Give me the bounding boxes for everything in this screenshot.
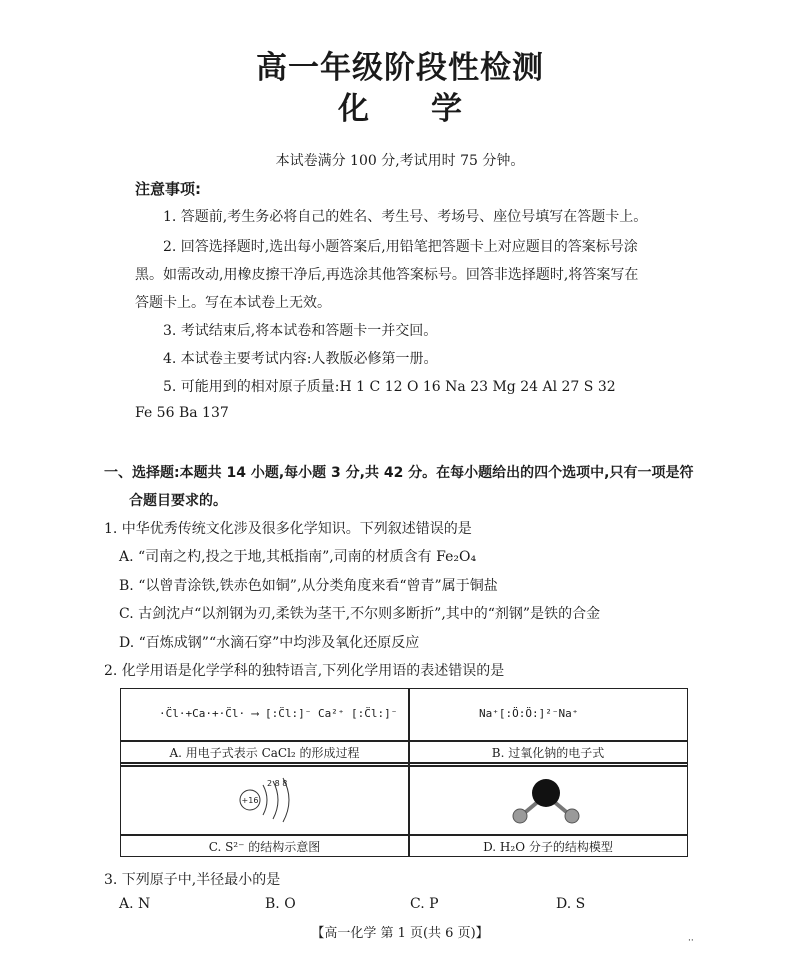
subject-char-right: 学 xyxy=(431,91,462,127)
notice-heading: 注意事项: xyxy=(135,180,201,198)
notice-item: 4. 本试卷主要考试内容:人教版必修第一册。 xyxy=(163,351,438,367)
question-2-options-table xyxy=(120,688,688,857)
section-heading-cont: 合题目要求的。 xyxy=(129,493,227,509)
option-b-caption: B. 过氧化钠的电子式 xyxy=(491,746,605,760)
question-2-stem: 2. 化学用语是化学学科的独特语言,下列化学用语的表述错误的是 xyxy=(104,663,505,679)
notice-item: 5. 可能用到的相对原子质量:H 1 C 12 O 16 Na 23 Mg 24 Al 27 S 32 xyxy=(163,379,616,395)
table-divider xyxy=(408,689,410,856)
question-1-option-b: B. “以曾青涂铁,铁赤色如铜”,从分类角度来看“曾青”属于铜盐 xyxy=(119,578,498,594)
question-1-option-a: A. “司南之杓,投之于地,其柢指南”,司南的材质含有 Fe₂O₄ xyxy=(119,549,477,565)
notice-item: 1. 答题前,考生务必将自己的姓名、考生号、考场号、座位号填写在答题卡上。 xyxy=(163,209,648,225)
question-1-option-d: D. “百炼成钢”“水滴石穿”中均涉及氧化还原反应 xyxy=(119,635,420,651)
subject-char-left: 化 xyxy=(338,91,369,127)
hydrogen-atom xyxy=(513,809,527,823)
water-molecule-model xyxy=(506,771,586,831)
sulfide-ion-structure-diagram xyxy=(231,775,311,825)
corner-mark: ·· xyxy=(688,936,694,946)
notice-item: 答题卡上。写在本试卷上无效。 xyxy=(135,295,331,311)
oxygen-atom xyxy=(532,779,560,807)
nucleus-charge: +16 xyxy=(241,796,259,805)
question-3-stem: 3. 下列原子中,半径最小的是 xyxy=(104,872,281,888)
notice-item: 3. 考试结束后,将本试卷和答题卡一并交回。 xyxy=(163,323,438,339)
question-1-stem: 1. 中华优秀传统文化涉及很多化学知识。下列叙述错误的是 xyxy=(104,521,472,537)
hydrogen-atom xyxy=(565,809,579,823)
notice-item: 2. 回答选择题时,选出每小题答案后,用铅笔把答题卡上对应题目的答案标号涂 xyxy=(163,239,638,255)
question-1-option-c: C. 古剑沈卢“以剂钢为刃,柔铁为茎干,不尔则多断折”,其中的“剂钢”是铁的合金 xyxy=(119,606,601,622)
cacl2-formation-formula: ·C̈l·+Ca·+·C̈l· ⟶ [:C̈l:]⁻ Ca²⁺ [:C̈l:]⁻ xyxy=(159,707,398,720)
notice-item: Fe 56 Ba 137 xyxy=(135,405,229,421)
table-divider xyxy=(121,765,687,767)
table-divider xyxy=(121,740,687,742)
option-d-caption: D. H₂O 分子的结构模型 xyxy=(483,840,613,854)
na2o2-electron-formula: Na⁺[:Ö:Ö:]²⁻Na⁺ xyxy=(479,707,579,720)
option-a-caption: A. 用电子式表示 CaCl₂ 的形成过程 xyxy=(169,746,360,760)
question-3-option-b: B. O xyxy=(265,896,296,912)
question-3-option-c: C. P xyxy=(410,896,439,912)
page-footer: 【高一化学 第 1 页(共 6 页)】 xyxy=(311,926,489,941)
table-divider xyxy=(121,834,687,836)
section-heading: 一、选择题:本题共 14 小题,每小题 3 分,共 42 分。在每小题给出的四个选项中,只有一项是符 xyxy=(104,465,694,481)
option-c-caption: C. S²⁻ 的结构示意图 xyxy=(208,840,321,854)
electron-shell-arc xyxy=(263,785,267,815)
question-3-option-d: D. S xyxy=(556,896,586,912)
table-divider xyxy=(121,762,687,764)
question-3-option-a: A. N xyxy=(119,896,151,912)
exam-title: 高一年级阶段性检测 xyxy=(256,50,544,86)
subject-title xyxy=(0,83,800,128)
shell-electron-counts: 2 8 8 xyxy=(267,779,288,788)
notice-item: 黑。如需改动,用橡皮擦干净后,再选涂其他答案标号。回答非选择题时,将答案写在 xyxy=(135,267,639,283)
exam-intro: 本试卷满分 100 分,考试用时 75 分钟。 xyxy=(275,153,525,169)
